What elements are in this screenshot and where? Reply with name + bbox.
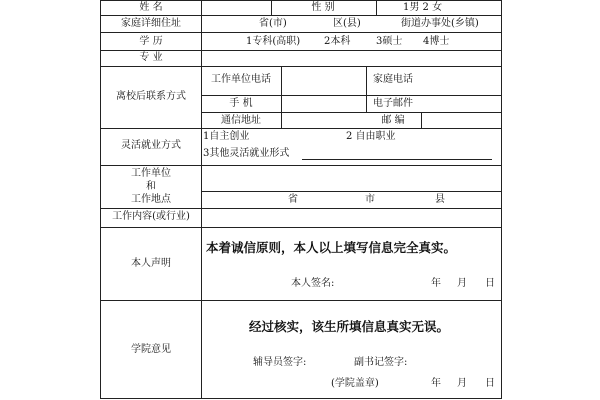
row-divider [101,165,501,166]
declaration-year: 年 [431,278,441,289]
row-divider [201,112,501,113]
row-divider [201,191,501,192]
row-divider [101,15,501,16]
row-divider [101,32,501,33]
row-divider [101,128,501,129]
graduate-information-form [100,0,502,399]
mailing-address-label: 通信地址 [221,115,261,126]
column-divider [271,0,272,15]
education-option-4: 4博士 [423,36,450,47]
gender-label: 性 别 [311,2,335,13]
flex-option-3: 3其他灵活就业形式 [203,148,290,159]
row-divider [101,398,501,399]
postcode-label: 邮 编 [381,115,405,126]
work-phone-label: 工作单位电话 [211,74,271,85]
row-divider [101,227,501,228]
column-divider [281,66,282,128]
college-day: 日 [485,378,495,389]
row-divider [101,66,501,67]
home-phone-label: 家庭电话 [373,74,413,85]
declaration-signature-label: 本人签名: [291,278,335,289]
college-statement: 经过核实，该生所填信息真实无误。 [249,319,450,334]
education-option-2: 2本科 [324,36,351,47]
column-divider [366,66,367,112]
row-divider [201,95,501,96]
education-option-3: 3硕士 [376,36,403,47]
college-year: 年 [431,378,441,389]
gender-options: 1男 2 女 [403,2,443,13]
major-label: 专 业 [139,52,163,63]
row-divider [101,0,501,1]
flexible-employment-label: 灵活就业方式 [121,140,181,151]
row-divider [101,300,501,301]
mobile-label: 手 机 [229,98,253,109]
contact-label: 离校后联系方式 [116,91,186,102]
college-opinion-label: 学院意见 [131,344,171,355]
email-label: 电子邮件 [373,98,413,109]
row-divider [101,50,501,51]
row-divider [101,208,501,209]
deputy-secretary-signature-label: 副书记签字: [354,357,408,368]
counselor-signature-label: 辅导员签字: [253,357,307,368]
workplace-label-line2: 和 [146,181,156,192]
address-district: 区(县) [333,18,361,29]
workplace-city: 市 [365,194,375,205]
declaration-label: 本人声明 [131,258,171,269]
college-seal-label: (学院盖章) [331,378,379,389]
education-label: 学 历 [139,36,163,47]
address-province: 省(市) [259,18,287,29]
column-divider [421,112,422,128]
flex-option-2: 2 自由职业 [346,131,396,142]
flex-option-1: 1自主创业 [203,131,250,142]
flex-other-underline [302,159,492,160]
column-divider [201,0,202,398]
workplace-label-line3: 工作地点 [131,194,171,205]
workplace-county: 县 [435,194,445,205]
column-divider [376,0,377,15]
name-label: 姓 名 [139,2,163,13]
education-option-1: 1专科(高职) [246,36,301,47]
address-label: 家庭详细住址 [121,18,181,29]
workplace-province: 省 [288,194,298,205]
declaration-statement: 本着诚信原则，本人以上填写信息完全真实。 [206,240,457,255]
workplace-label-line1: 工作单位 [131,168,171,179]
address-street: 街道办事处(乡镇) [401,18,479,29]
college-month: 月 [457,378,467,389]
declaration-month: 月 [457,278,467,289]
declaration-day: 日 [485,278,495,289]
job-content-label: 工作内容(或行业) [112,211,190,222]
